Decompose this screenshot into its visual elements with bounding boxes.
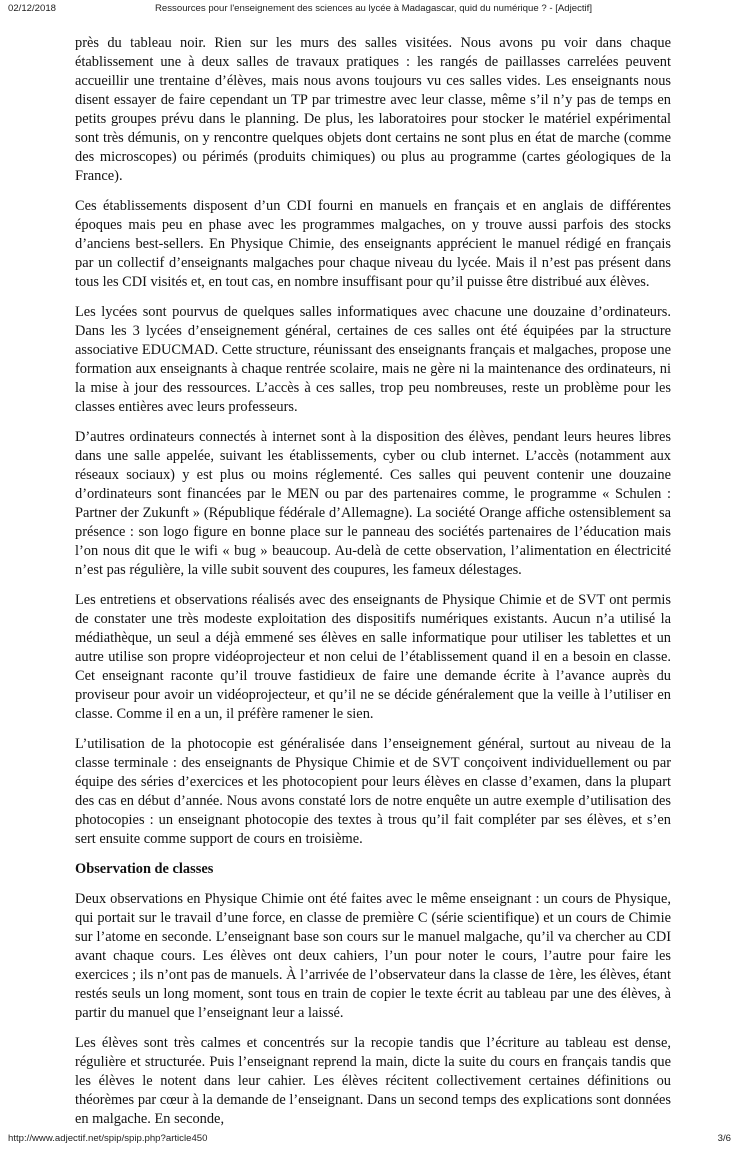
paragraph-interviews: Les entretiens et observations réalisés avec des enseignants de Physique Chimie et de SVT ont permis de constater une très modeste exploitation des dispositifs numériques existants. Aucun n’a utilisé la médiathèque, un seul a déjà emmené ses élèves en salle informatique pour utiliser les tablettes et un autre utilise son propre vidéoprojecteur et non celui de l’établissement quand il en a besoin en classe. Cet enseignant raconte qu’il trouve fastidieux de faire une demande écrite à l’avance auprès du proviseur pour avoir un vidéoprojecteur, et qu’il ne se décide généralement que la veille à l’utiliser en classe. Comme il en a un, il préfère ramener le sien. [75, 592, 671, 722]
page-title: Ressources pour l'enseignement des sciences au lycée à Madagascar, quid du numérique ? - [Adjectif] [155, 3, 592, 14]
print-footer [0, 1129, 745, 1166]
paragraph-cdi: Ces établissements disposent d’un CDI fourni en manuels en français et en anglais de différentes époques mais peu en phase avec les programmes malgaches, on y trouve aussi parfois des stocks d’anciens best-sellers. En Physique Chimie, des enseignants apprécient le manuel rédigé en français par un collectif d’enseignants malgaches pour chaque niveau du lycée. Mais il n’est pas présent dans tous les CDI visités et, en tout cas, en nombre insuffisant pour qu’il puisse être distribué aux élèves. [75, 198, 671, 290]
paragraph-students: Les élèves sont très calmes et concentrés sur la recopie tandis que l’écriture au tableau est dense, régulière et structurée. Puis l’enseignant reprend la main, dicte la suite du cours en français tandis que les élèves le notent dans leur cahier. Les élèves récitent collectivement certaines définitions ou théorèmes par cœur à la demande de l’enseignant. Dans un second temps des explications sont données en malgache. En seconde, [75, 1035, 671, 1127]
paragraph-observations: Deux observations en Physique Chimie ont été faites avec le même enseignant : un cours de Physique, qui portait sur le travail d’une force, en classe de première C (série scientifique) et un cours de Chimie sur l’atome en seconde. L’enseignant base son cours sur le manuel malgache, qu’il va chercher au CDI avant chaque cours. Les élèves ont deux cahiers, l’un pour noter le cours, l’autre pour faire les exercices ; ils n’ont pas de manuels. À l’arrivée de l’observateur dans la classe de 1ère, les élèves, étant restés seuls un long moment, sont tous en train de copier le texte écrit au tableau par une des élèves, à partir du manuel que l’enseignant leur a laissé. [75, 891, 671, 1021]
paragraph-photocopies: L’utilisation de la photocopie est généralisée dans l’enseignement général, surtout au niveau de la classe terminale : des enseignants de Physique Chimie et de SVT conçoivent individuellement ou par équipe des séries d’exercices et les photocopient pour leurs élèves en classe d’examen, dans la plupart des cas en début d’année. Nous avons constaté lors de notre enquête un autre exemple d’utilisation des photocopies : un enseignant photocopie des textes à trous qu’il fait compléter par ses élèves, et s’en sert ensuite comme support de cours en troisième. [75, 736, 671, 847]
paragraph-labs: près du tableau noir. Rien sur les murs des salles visitées. Nous avons pu voir dans chaque établissement une à deux salles de travaux pratiques : les rangés de paillasses carrelées peuvent accueillir une trentaine d’élèves, mais nous avons toujours vu ces salles vides. Les enseignants nous disent essayer de faire cependant un TP par trimestre avec leur classe, même s’il n’y pas de temps en petits groupes prévu dans le planning. De plus, les laboratoires pour stocker le matériel expérimental sont très démunis, on y rencontre quelques objets dont certains ne sont plus en état de marche (comme des microscopes) ou périmés (produits chimiques) ou plus au programme (cartes géologiques de la France). [75, 35, 671, 184]
page-number: 3/6 [717, 1133, 731, 1144]
article-body [75, 34, 671, 1129]
page-url: http://www.adjectif.net/spip/spip.php?article450 [8, 1133, 208, 1144]
paragraph-internet: D’autres ordinateurs connectés à internet sont à la disposition des élèves, pendant leurs heures libres dans une salle appelée, suivant les établissements, cyber ou club internet. L’accès (notamment aux réseaux sociaux) y est plus ou moins réglementé. Ces salles qui peuvent contenir une douzaine d’ordinateurs sont financées par le MEN ou par des partenaires comme, le programme « Schulen : Partner der Zukunft » (République fédérale d’Allemagne). La société Orange affiche ostensiblement sa présence : son logo figure en bonne place sur le panneau des sociétés partenaires de l’éducation mais l’on nous dit que le wifi « bug » beaucoup. Au-delà de cette observation, l’alimentation en électricité n’est pas régulière, la ville subit souvent des coupures, les fameux délestages. [75, 429, 671, 578]
print-date: 02/12/2018 [8, 3, 57, 14]
paragraph-computer-rooms: Les lycées sont pourvus de quelques salles informatiques avec chacune une douzaine d’ordinateurs. Dans les 3 lycées d’enseignement général, certaines de ces salles ont été équipées par la structure associative EDUCMAD. Cette structure, réunissant des enseignants français et malgaches, propose une formation aux enseignants à chaque rentrée scolaire, mais ne gère ni la maintenance des ordinateurs, ni la mise à jour des ressources. L’accès à ces salles, trop peu nombreuses, reste un problème pour les classes entières avec leurs professeurs. [75, 304, 671, 415]
print-header [0, 0, 745, 17]
section-heading: Observation de classes [75, 861, 214, 877]
